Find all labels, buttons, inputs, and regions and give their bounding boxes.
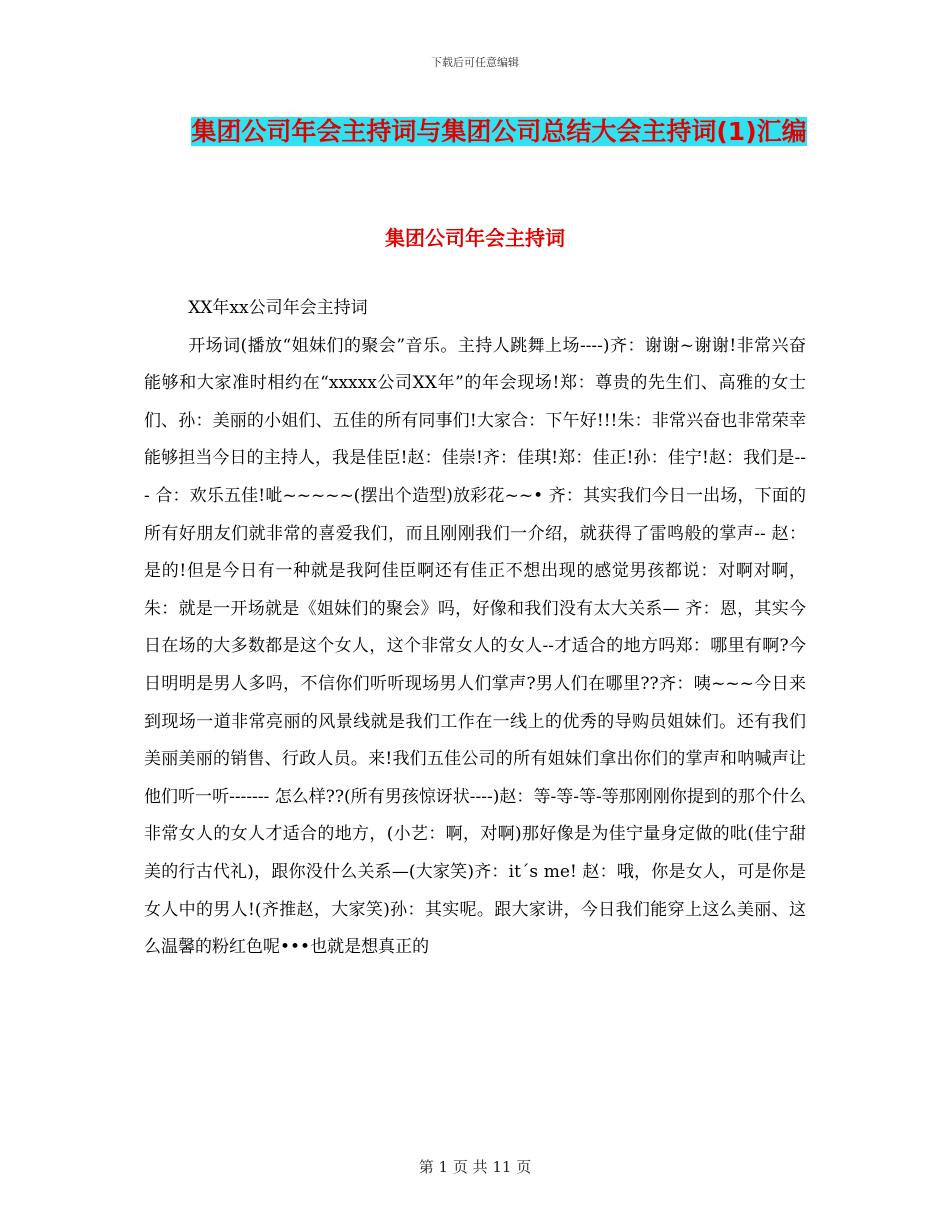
paragraph-main: 开场词(播放“姐妹们的聚会”音乐。主持人跳舞上场----)齐：谢谢~谢谢!非常兴奋能够和大家准时相约在“xxxxx公司XX年”的年会现场!郑：尊贵的先生们、高雅的女士们、孙：美丽的小姐们、五佳的所有同事们!大家合：下午好!!!朱：非常兴奋也非常荣幸能够担当今日的主持人，我是佳臣!赵：佳崇!齐：佳琪!郑：佳正!孙：佳宁!赵：我们是--- 合：欢乐五佳!呲~~~~~(摆出个造型)放彩花~~• 齐：其实我们今日一出场，下面的所有好朋友们就非常的喜爱我们，而且刚刚我们一介绍，就获得了雷鸣般的掌声-- 赵：是的!但是今日有一种就是我阿佳臣啊还有佳正不想出现的感觉男孩都说：对啊对啊，朱：就是一开场就是《姐妹们的聚会》吗，好像和我们没有太大关系— 齐：恩，其实今日在场的大多数都是这个女人，这个非常女人的女人--才适合的地方吗郑：哪里有啊?今日明明是男人多吗，不信你们听听现场男人们掌声?男人们在哪里??齐：咦~~~今日来到现场一道非常亮丽的风景线就是我们工作在一线上的优秀的导购员姐妹们。还有我们美丽美丽的销售、行政人员。来!我们五佳公司的所有姐妹们拿出你们的掌声和呐喊声让他们听一听------- 怎么样??(所有男孩惊讶状----)赵：等-等-等-等那刚刚你提到的那个什么非常女人的女人才适合的地方，(小艺：啊，对啊)那好像是为佳宁量身定做的吡(佳宁甜美的行古代礼)，跟你没什么关系—(大家笑)齐：it´s me! 赵：哦，你是女人，可是你是女人中的男人!(齐推赵，大家笑)孙：其实呢。跟大家讲，今日我们能穿上这么美丽、这么温馨的粉红色呢•••也就是想真正的 bbox=[144, 335, 806, 958]
header-note: 下载后可任意编辑 bbox=[431, 56, 519, 69]
page-footer: 第 1 页 共 11 页 bbox=[418, 1158, 532, 1176]
paragraph-subtitle: XX年xx公司年会主持词 bbox=[188, 298, 368, 318]
section-title: 集团公司年会主持词 bbox=[385, 226, 565, 250]
document-title bbox=[186, 110, 812, 154]
body-text bbox=[144, 290, 806, 967]
document-title-text: 集团公司年会主持词与集团公司总结大会主持词(1)汇编 bbox=[191, 117, 807, 146]
